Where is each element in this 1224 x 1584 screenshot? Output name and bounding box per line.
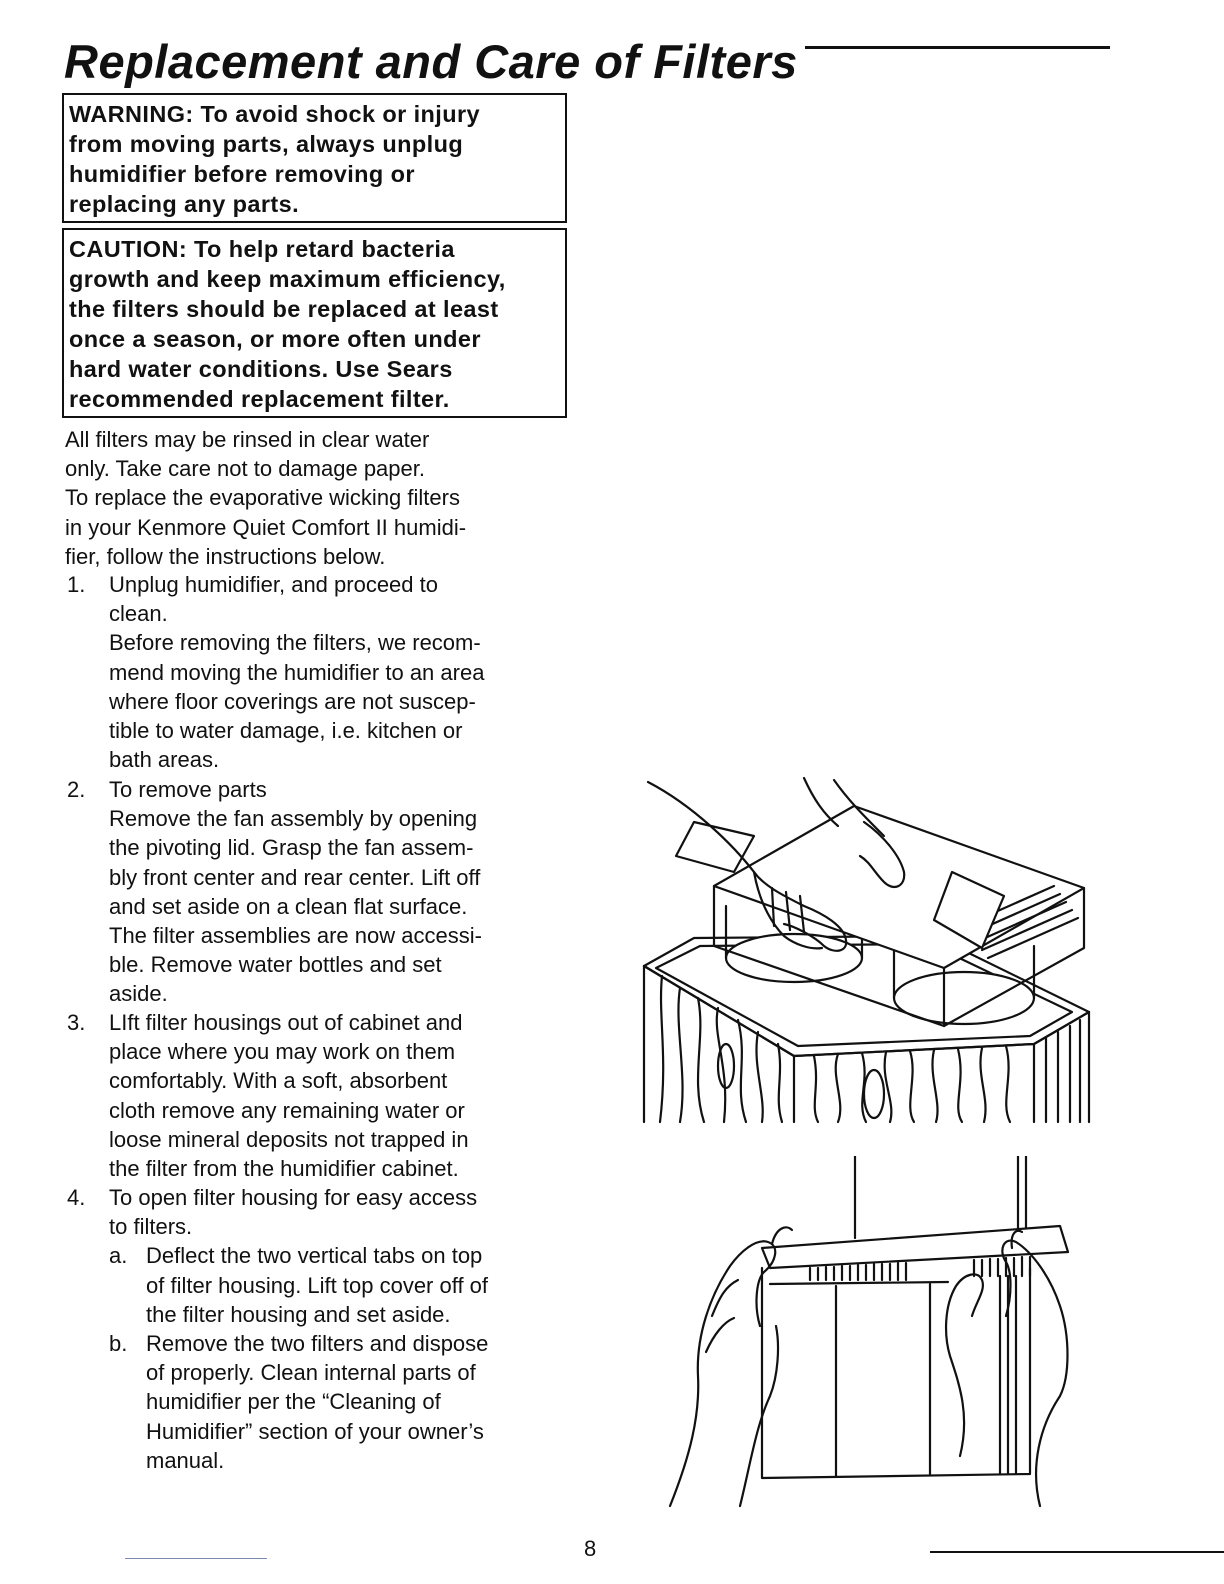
substep-letter: b. <box>109 1331 128 1357</box>
bottom-right-rule <box>930 1551 1224 1553</box>
substep-line: the filter housing and set aside. <box>146 1301 451 1327</box>
intro-line: All filters may be rinsed in clear water <box>65 427 430 452</box>
step-line: Before removing the filters, we recom- <box>109 630 481 656</box>
page-number: 8 <box>584 1538 597 1558</box>
substep-line: manual. <box>146 1447 225 1473</box>
intro-line: only. Take care not to damage paper. <box>65 456 425 482</box>
substep-b <box>109 1329 569 1475</box>
step-line: bath areas. <box>109 747 220 773</box>
substep-letter: a. <box>109 1243 128 1269</box>
caution-line: growth and keep maximum efficiency, <box>69 266 506 292</box>
warning-line: from moving parts, always unplug <box>69 131 464 157</box>
step-line: place where you may work on them <box>109 1039 456 1065</box>
step-line: Unplug humidifier, and proceed to <box>109 572 438 597</box>
step-line: LIft filter housings out of cabinet and <box>109 1010 463 1035</box>
step-line: loose mineral deposits not trapped in <box>109 1126 469 1152</box>
step-line: cloth remove any remaining water or <box>109 1097 465 1123</box>
substep-line: Humidifier” section of your owner’s <box>146 1418 484 1444</box>
substep-line: humidifier per the “Cleaning of <box>146 1389 441 1415</box>
intro-line: fier, follow the instructions below. <box>65 543 386 569</box>
step-line: and set aside on a clean flat surface. <box>109 893 468 919</box>
caution-line: CAUTION: To help retard bacteria <box>69 236 455 262</box>
substep-a <box>109 1241 569 1329</box>
step-line: to filters. <box>109 1214 193 1240</box>
substep-line: of filter housing. Lift top cover off of <box>146 1272 489 1298</box>
intro-line: To replace the evaporative wicking filters <box>65 485 460 511</box>
bottom-left-rule <box>125 1558 267 1559</box>
step-line: bly front center and rear center. Lift off <box>109 864 481 890</box>
step-line: the pivoting lid. Grasp the fan assem- <box>109 835 474 861</box>
warning-box <box>62 93 567 223</box>
intro-line: in your Kenmore Quiet Comfort II humidi- <box>65 514 467 540</box>
step-line: the filter from the humidifier cabinet. <box>109 1156 459 1182</box>
step-line: aside. <box>109 981 168 1007</box>
warning-line: WARNING: To avoid shock or injury <box>69 101 480 127</box>
caution-box <box>62 228 567 418</box>
step-line: To remove parts <box>109 777 267 802</box>
step-line: clean. <box>109 601 168 627</box>
page-title: Replacement and Care of Filters <box>64 35 798 88</box>
substep-line: Remove the two filters and dispose <box>146 1331 489 1357</box>
step-line: mend moving the humidifier to an area <box>109 659 485 685</box>
substep-line: of properly. Clean internal parts of <box>146 1360 476 1386</box>
step-number: 4. <box>67 1185 86 1210</box>
title-rule <box>805 46 1110 49</box>
step-line: To open filter housing for easy access <box>109 1185 478 1210</box>
step-line: ble. Remove water bottles and set <box>109 952 442 978</box>
caution-line: the filters should be replaced at least <box>69 296 499 322</box>
substep-line: Deflect the two vertical tabs on top <box>146 1243 483 1269</box>
step-line: The filter assemblies are now accessi- <box>109 923 482 949</box>
step-line: comfortably. With a soft, absorbent <box>109 1068 448 1094</box>
filter-cover-removal-illustration <box>660 1156 1080 1516</box>
step-number: 3. <box>67 1010 86 1035</box>
caution-line: once a season, or more often under <box>69 326 481 352</box>
step-number: 1. <box>67 572 86 597</box>
caution-line: hard water conditions. Use Sears <box>69 356 453 382</box>
step-line: where floor coverings are not suscep- <box>109 688 476 714</box>
fan-assembly-removal-illustration <box>634 776 1094 1126</box>
warning-line: humidifier before removing or <box>69 161 415 187</box>
step-line: Remove the fan assembly by opening <box>109 806 478 832</box>
warning-line: replacing any parts. <box>69 191 300 217</box>
step-line: tible to water damage, i.e. kitchen or <box>109 718 463 744</box>
caution-line: recommended replacement filter. <box>69 386 450 412</box>
step-number: 2. <box>67 777 86 802</box>
intro-paragraph <box>65 425 565 571</box>
